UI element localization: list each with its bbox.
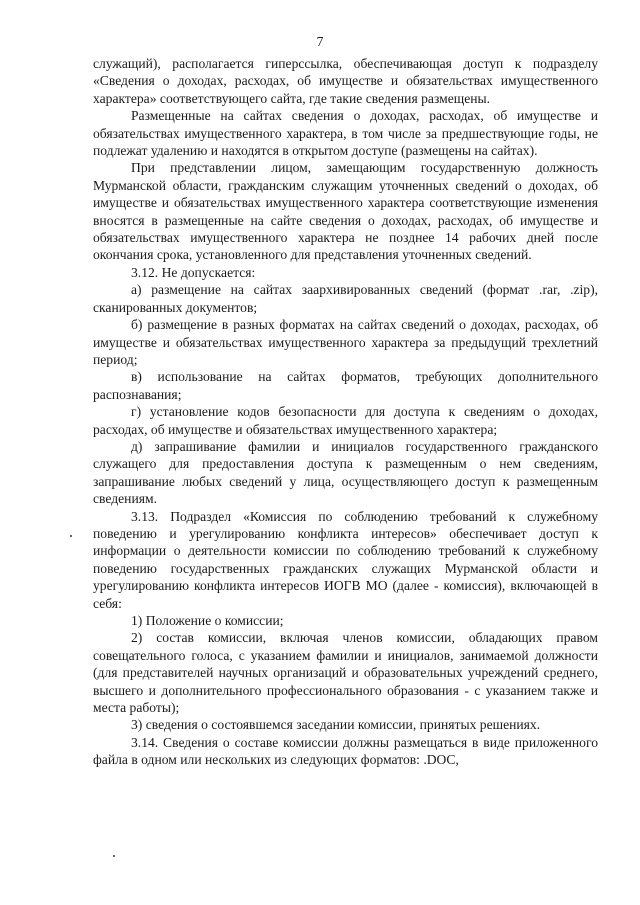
list-item: б) размещение в разных форматах на сайтах сведений о доходах, расходах, об имуществе и обязательствах имущественного характера за предыдущий трехлетний период; xyxy=(93,317,598,367)
list-item: 3) сведения о состоявшемся заседании комиссии, принятых решениях. xyxy=(131,717,541,733)
list-item: д) запрашивание фамилии и инициалов государственного гражданского служащего для предоставления доступа к размещенным о нем сведениям, запрашивание любых сведений у лица, осуществляющего доступ к размещенным сведениям. xyxy=(93,438,598,507)
paragraph: 3.13. Подраздел «Комиссия по соблюдению требований к служебному поведению и урегулированию конфликта интересов» обеспечивает доступ к информации о деятельности комиссии по соблюдению требований к служебному поведению государственных гражданских служащих Мурманской области и урегулированию конфликта интересов ИОГВ МО (далее - комиссия), включающей в себя: xyxy=(93,508,598,611)
paragraph: служащий), располагается гиперссылка, обеспечивающая доступ к подразделу «Сведения о доходах, расходах, об имуществе и обязательствах имущественного характера» соответствующего сайта, где такие сведения размещены. xyxy=(93,56,598,106)
paragraph: 3.14. Сведения о составе комиссии должны размещаться в виде приложенного файла в одном или нескольких из следующих форматов: .DOC, xyxy=(93,734,598,768)
list-item: в) использование на сайтах форматов, требующих дополнительного распознавания; xyxy=(93,369,598,402)
paragraph: Размещенные на сайтах сведения о доходах, расходах, об имуществе и обязательствах имущественного характера, в том числе за предшествующие годы, не подлежат удалению и находятся в открытом доступе (размещены на сайтах). xyxy=(93,108,598,159)
list-item: г) установление кодов безопасности для доступа к сведениям о доходах, расходах, об имуществе и обязательствах имущественного характера; xyxy=(93,404,598,437)
list-item: а) размещение на сайтах заархивированных сведений (формат .rar, .zip), сканированных документов; xyxy=(93,282,598,315)
scan-speck xyxy=(113,855,115,857)
document-body xyxy=(93,55,598,769)
scan-speck xyxy=(70,535,72,537)
section-heading: 3.12. Не допускается: xyxy=(131,264,256,280)
list-item: 1) Положение о комиссии; xyxy=(131,613,284,628)
paragraph: При представлении лицом, замещающим государственную должность Мурманской области, гражданским служащим уточненных сведений о доходах, об имуществе и обязательствах имущественного характера соответствующие изменения вносятся в размещенные на сайте сведения о доходах, расходах, об имуществе и обязательствах имущественного характера не позднее 14 рабочих дней после окончания срока, установленного для представления уточненных сведений. xyxy=(93,160,598,263)
list-item: 2) состав комиссии, включая членов комиссии, обладающих правом совещательного голоса, с указанием фамилии и инициалов, занимаемой должности (для представителей научных организаций и образовательных учреждений среднего, высшего и дополнительного профессионального образования - с указанием также и места работы); xyxy=(93,630,598,716)
page-number: 7 xyxy=(316,34,324,49)
